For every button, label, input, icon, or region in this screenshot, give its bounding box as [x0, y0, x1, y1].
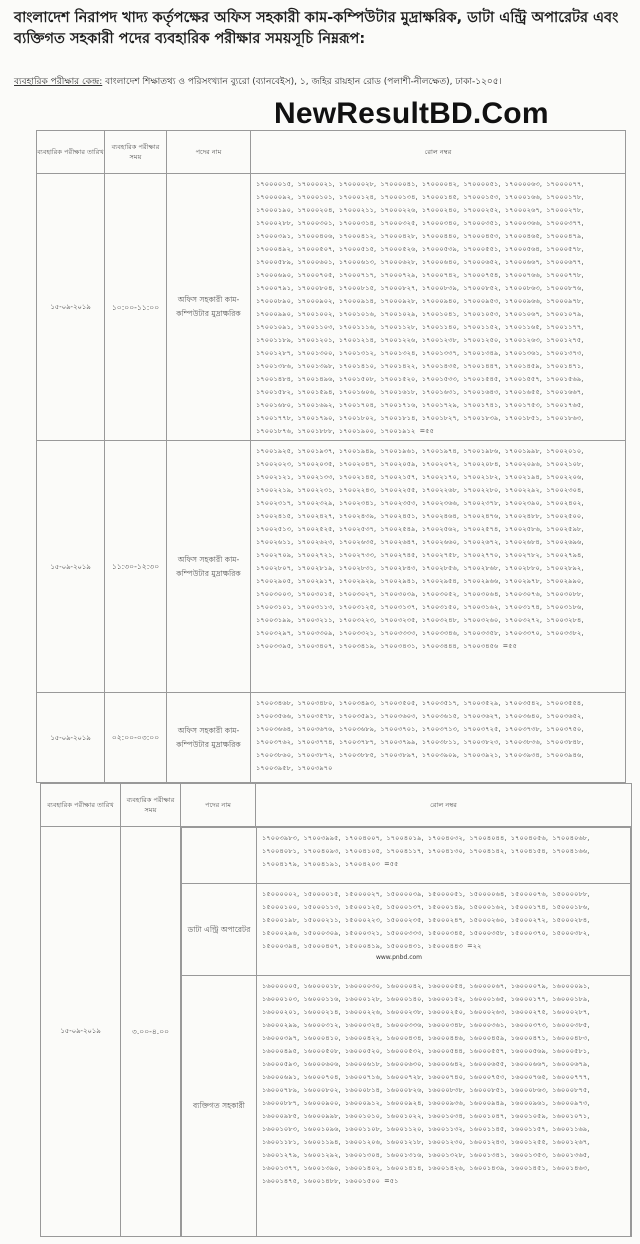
row-subgroups: [181, 827, 632, 1237]
row-time: ৩.০০-৪.০০: [121, 827, 181, 1237]
row-time: ১০:০০-১১:০০: [105, 174, 167, 441]
table-row: [41, 827, 632, 1237]
row-rolls: [251, 174, 626, 441]
row-post: অফিস সহকারী কাম-কম্পিউটার মুদ্রাক্ষরিক: [167, 441, 251, 693]
table-header-row: [37, 131, 626, 174]
header-post: পদের নাম: [167, 131, 251, 174]
row-date: ১৫-০৯-২০১৯: [37, 441, 105, 693]
sub-row: [182, 976, 631, 1236]
row-rolls: [257, 976, 631, 1236]
row-rolls: [257, 828, 631, 884]
roll-numbers: ১৫০০০০০২, ১৫০০০০১৫, ১৫০০০০২৭, ১৫০০০০৩৯, ১৫০০০০৫১, ১৫০০০০৬৪, ১৫০০০০৭৬, ১৫০০০০৮৮, ১৫০০০১০০, ১৫০০০১১৩, ১৫০০০১২৫, ১৫০০০১৩৭, ১৫০০০১৪৯, ১৫০০০১৬২, ১৫০০০১৭৪, ১৫০০০১৮৬, ১৫০০০১৯৮, ১৫০০০২১১, ১৫০০০২২৩, ১৫০০০২৩৫, ১৫০০০২৪৭, ১৫০০০২৬০, ১৫০০০২৭২, ১৫০০০২৮৪, ১৫০০০২৯৬, ১৫০০০৩০৯, ১৫০০০৩২১, ১৫০০০৩৩৩, ১৫০০০৩৪৫, ১৫০০০৩৫৮, ১৫০০০৩৭০, ১৫০০০৩৮২, ১৫০০০৩৯৪, ১৫০০০৪০৭, ১৫০০০৪১৯, ১৫০০০৪৩১, ১৫০০০৪৪৩ =২২: [262, 890, 590, 950]
header-rolls: রোল নম্বর: [430, 801, 457, 809]
row-time: ১১:৩০-১২:৩০: [105, 441, 167, 693]
notice-heading: বাংলাদেশ নিরাপদ খাদ্য কর্তৃপক্ষের অফিস সহকারী কাম-কম্পিউটার মুদ্রাক্ষরিক, ডাটা এন্ট্রি অপারেটর এবং ব্যক্তিগত সহকারী পদের ব্যবহারিক পরীক্ষার সময়সূচি নিম্নরূপ:: [14, 10, 619, 47]
header-time: ব্যবহারিক পরীক্ষার সময়: [121, 784, 181, 827]
row-post: অফিস সহকারী কাম-কম্পিউটার মুদ্রাক্ষরিক: [167, 693, 251, 783]
row-post: অফিস সহকারী কাম-কম্পিউটার মুদ্রাক্ষরিক: [167, 174, 251, 441]
post-subtable: [181, 827, 631, 1236]
row-date: ১৫-০৯-২০১৯: [41, 827, 121, 1237]
header-time: ব্যবহারিক পরীক্ষার সময়: [105, 131, 167, 174]
table-header-row: [41, 784, 632, 827]
site-watermark: NewResultBD.Com: [274, 97, 549, 130]
header-rolls: রোল নম্বর: [251, 131, 626, 174]
row-date: ১৫-০৯-২০১৯: [37, 693, 105, 783]
schedule-table-page1: [36, 130, 626, 783]
row-post: ডাটা এন্ট্রি অপারেটর: [182, 884, 257, 976]
row-time: ০২:০০-০৩:০০: [105, 693, 167, 783]
scan-footnote: www.pnbd.com: [375, 954, 423, 961]
venue-text: বাংলাদেশ শিক্ষাতথ্য ও পরিসংখ্যান ব্যুরো (ব্যানবেইস), ১, জহির রায়হান রোড (পলাশী-নীলক্ষেত), ঢাকা-১২০৫।: [105, 77, 502, 87]
sub-row: [182, 884, 631, 976]
header-post-and-rolls: [181, 784, 632, 827]
header-post: পদের নাম: [181, 784, 256, 826]
roll-numbers: ১৭০০১৯২৫, ১৭০০১৯৩৭, ১৭০০১৯৪৯, ১৭০০১৯৬১, ১৭০০১৯৭৪, ১৭০০১৯৮৬, ১৭০০১৯৯৮, ১৭০০২০১০, ১৭০০২০২৩, ১৭০০২০৩৫, ১৭০০২০৪৭, ১৭০০২০৫৯, ১৭০০২০৭২, ১৭০০২০৮৪, ১৭০০২০৯৬, ১৭০০২১০৮, ১৭০০২১২১, ১৭০০২১৩৩, ১৭০০২১৪৫, ১৭০০২১৫৭, ১৭০০২১৭০, ১৭০০২১৮২, ১৭০০২১৯৪, ১৭০০২২০৬, ১৭০০২২১৯, ১৭০০২২৩১, ১৭০০২২৪৩, ১৭০০২২৫৫, ১৭০০২২৬৮, ১৭০০২২৮০, ১৭০০২২৯২, ১৭০০২৩০৪, ১৭০০২৩১৭, ১৭০০২৩২৯, ১৭০০২৩৪১, ১৭০০২৩৫৩, ১৭০০২৩৬৬, ১৭০০২৩৭৮, ১৭০০২৩৯০, ১৭০০২৪০২, ১৭০০২৪১৫, ১৭০০২৪২৭, ১৭০০২৪৩৯, ১৭০০২৪৫১, ১৭০০২৪৬৪, ১৭০০২৪৭৬, ১৭০০২৪৮৮, ১৭০০২৫০০, ১৭০০২৫১৩, ১৭০০২৫২৫, ১৭০০২৫৩৭, ১৭০০২৫৪৯, ১৭০০২৫৬২, ১৭০০২৫৭৪, ১৭০০২৫৮৬, ১৭০০২৫৯৮, ১৭০০২৬১১, ১৭০০২৬২৩, ১৭০০২৬৩৫, ১৭০০২৬৪৭, ১৭০০২৬৬০, ১৭০০২৬৭২, ১৭০০২৬৮৪, ১৭০০২৬৯৬, ১৭০০২৭০৯, ১৭০০২৭২১, ১৭০০২৭৩৩, ১৭০০২৭৪৫, ১৭০০২৭৫৮, ১৭০০২৭৭০, ১৭০০২৭৮২, ১৭০০২৭৯৪, ১৭০০২৮০৭, ১৭০০২৮১৯, ১৭০০২৮৩১, ১৭০০২৮৪৩, ১৭০০২৮৫৬, ১৭০০২৮৬৮, ১৭০০২৮৮০, ১৭০০২৮৯২, ১৭০০২৯০৫, ১৭০০২৯১৭, ১৭০০২৯২৯, ১৭০০২৯৪১, ১৭০০২৯৫৪, ১৭০০২৯৬৬, ১৭০০২৯৭৮, ১৭০০২৯৯০, ১৭০০৩০০৩, ১৭০০৩০১৫, ১৭০০৩০২৭, ১৭০০৩০৩৯, ১৭০০৩০৫২, ১৭০০৩০৬৪, ১৭০০৩০৭৬, ১৭০০৩০৮৮, ১৭০০৩১০১, ১৭০০৩১১৩, ১৭০০৩১২৫, ১৭০০৩১৩৭, ১৭০০৩১৫০, ১৭০০৩১৬২, ১৭০০৩১৭৪, ১৭০০৩১৮৬, ১৭০০৩১৯৯, ১৭০০৩২১১, ১৭০০৩২২৩, ১৭০০৩২৩৫, ১৭০০৩২৪৮, ১৭০০৩২৬০, ১৭০০৩২৭২, ১৭০০৩২৮৪, ১৭০০৩২৯৭, ১৭০০৩৩০৯, ১৭০০৩৩২১, ১৭০০৩৩৩৩, ১৭০০৩৩৪৬, ১৭০০৩৩৫৮, ১৭০০৩৩৭০, ১৭০০৩৩৮২, ১৭০০৩৩৯৫, ১৭০০৩৪০৭, ১৭০০৩৪১৯, ১৭০০৩৪৩১, ১৭০০৩৪৪৪, ১৭০০৩৪৫৬ =৫৫: [256, 447, 584, 650]
roll-numbers: ১৭০০৩৪৬৮, ১৭০০৩৪৮০, ১৭০০৩৪৯৩, ১৭০০৩৫০৫, ১৭০০৩৫১৭, ১৭০০৩৫২৯, ১৭০০৩৫৪২, ১৭০০৩৫৫৪, ১৭০০৩৫৬৬, ১৭০০৩৫৭৮, ১৭০০৩৫৯১, ১৭০০৩৬০৩, ১৭০০৩৬১৫, ১৭০০৩৬২৭, ১৭০০৩৬৪০, ১৭০০৩৬৫২, ১৭০০৩৬৬৪, ১৭০০৩৬৭৬, ১৭০০৩৬৮৯, ১৭০০৩৭০১, ১৭০০৩৭১৩, ১৭০০৩৭২৫, ১৭০০৩৭৩৮, ১৭০০৩৭৫০, ১৭০০৩৭৬২, ১৭০০৩৭৭৪, ১৭০০৩৭৮৭, ১৭০০৩৭৯৯, ১৭০০৩৮১১, ১৭০০৩৮২৩, ১৭০০৩৮৩৬, ১৭০০৩৮৪৮, ১৭০০৩৮৬০, ১৭০০৩৮৭২, ১৭০০৩৮৮৫, ১৭০০৩৮৯৭, ১৭০০৩৯০৯, ১৭০০৩৯২১, ১৭০০৩৯৩৪, ১৭০০৩৯৪৬, ১৭০০৩৯৫৮, ১৭০০৩৯৭০: [256, 699, 584, 772]
header-date: ব্যবহারিক পরীক্ষার তারিখ: [37, 131, 105, 174]
row-post: [182, 828, 257, 884]
roll-numbers: ১৭০০৩৯৮৩, ১৭০০৩৯৯৫, ১৭০০৪০০৭, ১৭০০৪০১৯, ১৭০০৪০৩২, ১৭০০৪০৪৪, ১৭০০৪০৫৬, ১৭০০৪০৬৮, ১৭০০৪০৮১, ১৭০০৪০৯৩, ১৭০০৪১০৫, ১৭০০৪১১৭, ১৭০০৪১৩০, ১৭০০৪১৪২, ১৭০০৪১৫৪, ১৭০০৪১৬৬, ১৭০০৪১৭৯, ১৭০০৪১৯১, ১৭০০৪২০৩ =৫৫: [262, 834, 590, 868]
row-date: ১৫-০৯-২০১৯: [37, 174, 105, 441]
venue-line: [14, 76, 626, 89]
sub-row: [182, 828, 631, 884]
row-post: ব্যক্তিগত সহকারী: [182, 976, 257, 1236]
roll-numbers: ১৭০০০০১৫, ১৭০০০০২১, ১৭০০০০২৮, ১৭০০০০৪১, ১৭০০০০৪২, ১৭০০০০৫১, ১৭০০০০৬৩, ১৭০০০০৭৭, ১৭০০০০৯২, ১৭০০০১০১, ১৭০০০১২৪, ১৭০০০১৩৪, ১৭০০০১৪৫, ১৭০০০১৫৩, ১৭০০০১৬৬, ১৭০০০১৭৮, ১৭০০০১৯০, ১৭০০০২০৪, ১৭০০০২১১, ১৭০০০২২৬, ১৭০০০২৪০, ১৭০০০২৫২, ১৭০০০২৬৭, ১৭০০০২৭৮, ১৭০০০২৮৮, ১৭০০০৩০১, ১৭০০০৩১৪, ১৭০০০৩২৫, ১৭০০০৩৪০, ১৭০০০৩৫১, ১৭০০০৩৬৬, ১৭০০০৩৭৭, ১৭০০০৩৯১, ১৭০০০৪০৬, ১৭০০০৪১২, ১৭০০০৪২৮, ১৭০০০৪৪০, ১৭০০০৪৫৩, ১৭০০০৪৬৫, ১৭০০০৪৭৯, ১৭০০০৪৯২, ১৭০০০৫০৭, ১৭০০০৫১৫, ১৭০০০৫২৬, ১৭০০০৫৩৯, ১৭০০০৫৫১, ১৭০০০৫৬৪, ১৭০০০৫৭৮, ১৭০০০৫৮৯, ১৭০০০৬০১, ১৭০০০৬১৩, ১৭০০০৬২৮, ১৭০০০৬৪০, ১৭০০০৬৫২, ১৭০০০৬৬৭, ১৭০০০৬৭৭, ১৭০০০৬৯০, ১৭০০০৭০৫, ১৭০০০৭১৭, ১৭০০০৭২৯, ১৭০০০৭৪২, ১৭০০০৭৫৪, ১৭০০০৭৬৬, ১৭০০০৭৭৮, ১৭০০০৭৯১, ১৭০০০৮০৪, ১৭০০০৮১৫, ১৭০০০৮২৭, ১৭০০০৮৩৯, ১৭০০০৮৫২, ১৭০০০৮৬৩, ১৭০০০৮৭৬, ১৭০০০৮৯০, ১৭০০০৯০২, ১৭০০০৯১৪, ১৭০০০৯২৮, ১৭০০০৯৪০, ১৭০০০৯৫৩, ১৭০০০৯৬৬, ১৭০০০৯৭৮, ১৭০০০৯৯০, ১৭০০১০০২, ১৭০০১০১৬, ১৭০০১০২৯, ১৭০০১০৪১, ১৭০০১০৫৩, ১৭০০১০৬৭, ১৭০০১০৭৯, ১৭০০১০৯১, ১৭০০১১০৩, ১৭০০১১১৬, ১৭০০১১২৮, ১৭০০১১৪০, ১৭০০১১৫২, ১৭০০১১৬৫, ১৭০০১১৭৭, ১৭০০১১৮৯, ১৭০০১২০১, ১৭০০১২১৪, ১৭০০১২২৬, ১৭০০১২৩৮, ১৭০০১২৫০, ১৭০০১২৬৩, ১৭০০১২৭৫, ১৭০০১২৮৭, ১৭০০১৩০০, ১৭০০১৩১২, ১৭০০১৩২৪, ১৭০০১৩৩৭, ১৭০০১৩৪৯, ১৭০০১৩৬১, ১৭০০১৩৭৩, ১৭০০১৩৮৬, ১৭০০১৩৯৮, ১৭০০১৪১০, ১৭০০১৪২২, ১৭০০১৪৩৫, ১৭০০১৪৪৭, ১৭০০১৪৫৯, ১৭০০১৪৭১, ১৭০০১৪৮৪, ১৭০০১৪৯৬, ১৭০০১৫০৮, ১৭০০১৫২০, ১৭০০১৫৩৩, ১৭০০১৫৪৫, ১৭০০১৫৫৭, ১৭০০১৫৬৯, ১৭০০১৫৮২, ১৭০০১৫৯৪, ১৭০০১৬০৬, ১৭০০১৬১৮, ১৭০০১৬৩১, ১৭০০১৬৪৩, ১৭০০১৬৫৫, ১৭০০১৬৬৭, ১৭০০১৬৮০, ১৭০০১৬৯২, ১৭০০১৭০৪, ১৭০০১৭১৬, ১৭০০১৭২৯, ১৭০০১৭৪১, ১৭০০১৭৫৩, ১৭০০১৭৬৫, ১৭০০১৭৭৮, ১৭০০১৭৯০, ১৭০০১৮০২, ১৭০০১৮১৪, ১৭০০১৮২৭, ১৭০০১৮৩৯, ১৭০০১৮৫১, ১৭০০১৮৬৩, ১৭০০১৮৭৬, ১৭০০১৮৮৮, ১৭০০১৯০০, ১৭০০১৯১২ =৫৫: [256, 180, 584, 435]
table-row: [37, 441, 626, 693]
row-rolls: [251, 693, 626, 783]
row-rolls: [257, 884, 631, 976]
row-rolls: [251, 441, 626, 693]
header-date: ব্যবহারিক পরীক্ষার তারিখ: [41, 784, 121, 827]
table-row: [37, 174, 626, 441]
roll-numbers: ১৬০০০০০৫, ১৬০০০০১৮, ১৬০০০০৩০, ১৬০০০০৪২, ১৬০০০০৫৪, ১৬০০০০৬৭, ১৬০০০০৭৯, ১৬০০০০৯১, ১৬০০০১০৩, ১৬০০০১১৬, ১৬০০০১২৮, ১৬০০০১৪০, ১৬০০০১৫২, ১৬০০০১৬৫, ১৬০০০১৭৭, ১৬০০০১৮৯, ১৬০০০২০১, ১৬০০০২১৪, ১৬০০০২২৬, ১৬০০০২৩৮, ১৬০০০২৫০, ১৬০০০২৬৩, ১৬০০০২৭৫, ১৬০০০২৮৭, ১৬০০০২৯৯, ১৬০০০৩১২, ১৬০০০৩২৪, ১৬০০০৩৩৬, ১৬০০০৩৪৮, ১৬০০০৩৬১, ১৬০০০৩৭৩, ১৬০০০৩৮৫, ১৬০০০৩৯৭, ১৬০০০৪১০, ১৬০০০৪২২, ১৬০০০৪৩৪, ১৬০০০৪৪৬, ১৬০০০৪৫৯, ১৬০০০৪৭১, ১৬০০০৪৮৩, ১৬০০০৪৯৫, ১৬০০০৫০৮, ১৬০০০৫২০, ১৬০০০৫৩২, ১৬০০০৫৪৪, ১৬০০০৫৫৭, ১৬০০০৫৬৯, ১৬০০০৫৮১, ১৬০০০৫৯৩, ১৬০০০৬০৬, ১৬০০০৬১৮, ১৬০০০৬৩০, ১৬০০০৬৪২, ১৬০০০৬৫৫, ১৬০০০৬৬৭, ১৬০০০৬৭৯, ১৬০০০৬৯১, ১৬০০০৭০৪, ১৬০০০৭১৬, ১৬০০০৭২৮, ১৬০০০৭৪০, ১৬০০০৭৫৩, ১৬০০০৭৬৫, ১৬০০০৭৭৭, ১৬০০০৭৮৯, ১৬০০০৮০২, ১৬০০০৮১৪, ১৬০০০৮২৬, ১৬০০০৮৩৮, ১৬০০০৮৫১, ১৬০০০৮৬৩, ১৬০০০৮৭৫, ১৬০০০৮৮৭, ১৬০০০৯০০, ১৬০০০৯১২, ১৬০০০৯২৪, ১৬০০০৯৩৬, ১৬০০০৯৪৯, ১৬০০০৯৬১, ১৬০০০৯৭৩, ১৬০০০৯৮৫, ১৬০০০৯৯৮, ১৬০০১০১০, ১৬০০১০২২, ১৬০০১০৩৪, ১৬০০১০৪৭, ১৬০০১০৫৯, ১৬০০১০৭১, ১৬০০১০৮৩, ১৬০০১০৯৬, ১৬০০১১০৮, ১৬০০১১২০, ১৬০০১১৩২, ১৬০০১১৪৫, ১৬০০১১৫৭, ১৬০০১১৬৯, ১৬০০১১৮১, ১৬০০১১৯৪, ১৬০০১২০৬, ১৬০০১২১৮, ১৬০০১২৩০, ১৬০০১২৪৩, ১৬০০১২৫৫, ১৬০০১২৬৭, ১৬০০১২৭৯, ১৬০০১২৯২, ১৬০০১৩০৪, ১৬০০১৩১৬, ১৬০০১৩২৮, ১৬০০১৩৪১, ১৬০০১৩৫৩, ১৬০০১৩৬৫, ১৬০০১৩৭৭, ১৬০০১৩৯০, ১৬০০১৪০২, ১৬০০১৪১৪, ১৬০০১৪২৬, ১৬০০১৪৩৯, ১৬০০১৪৫১, ১৬০০১৪৬৩, ১৬০০১৪৭৫, ১৬০০১৪৮৮, ১৬০০১৫০০ =৫১: [262, 982, 590, 1185]
table-row: [37, 693, 626, 783]
venue-label: ব্যবহারিক পরীক্ষার কেন্দ্র:: [14, 77, 103, 87]
schedule-table-page2: [40, 783, 632, 1237]
